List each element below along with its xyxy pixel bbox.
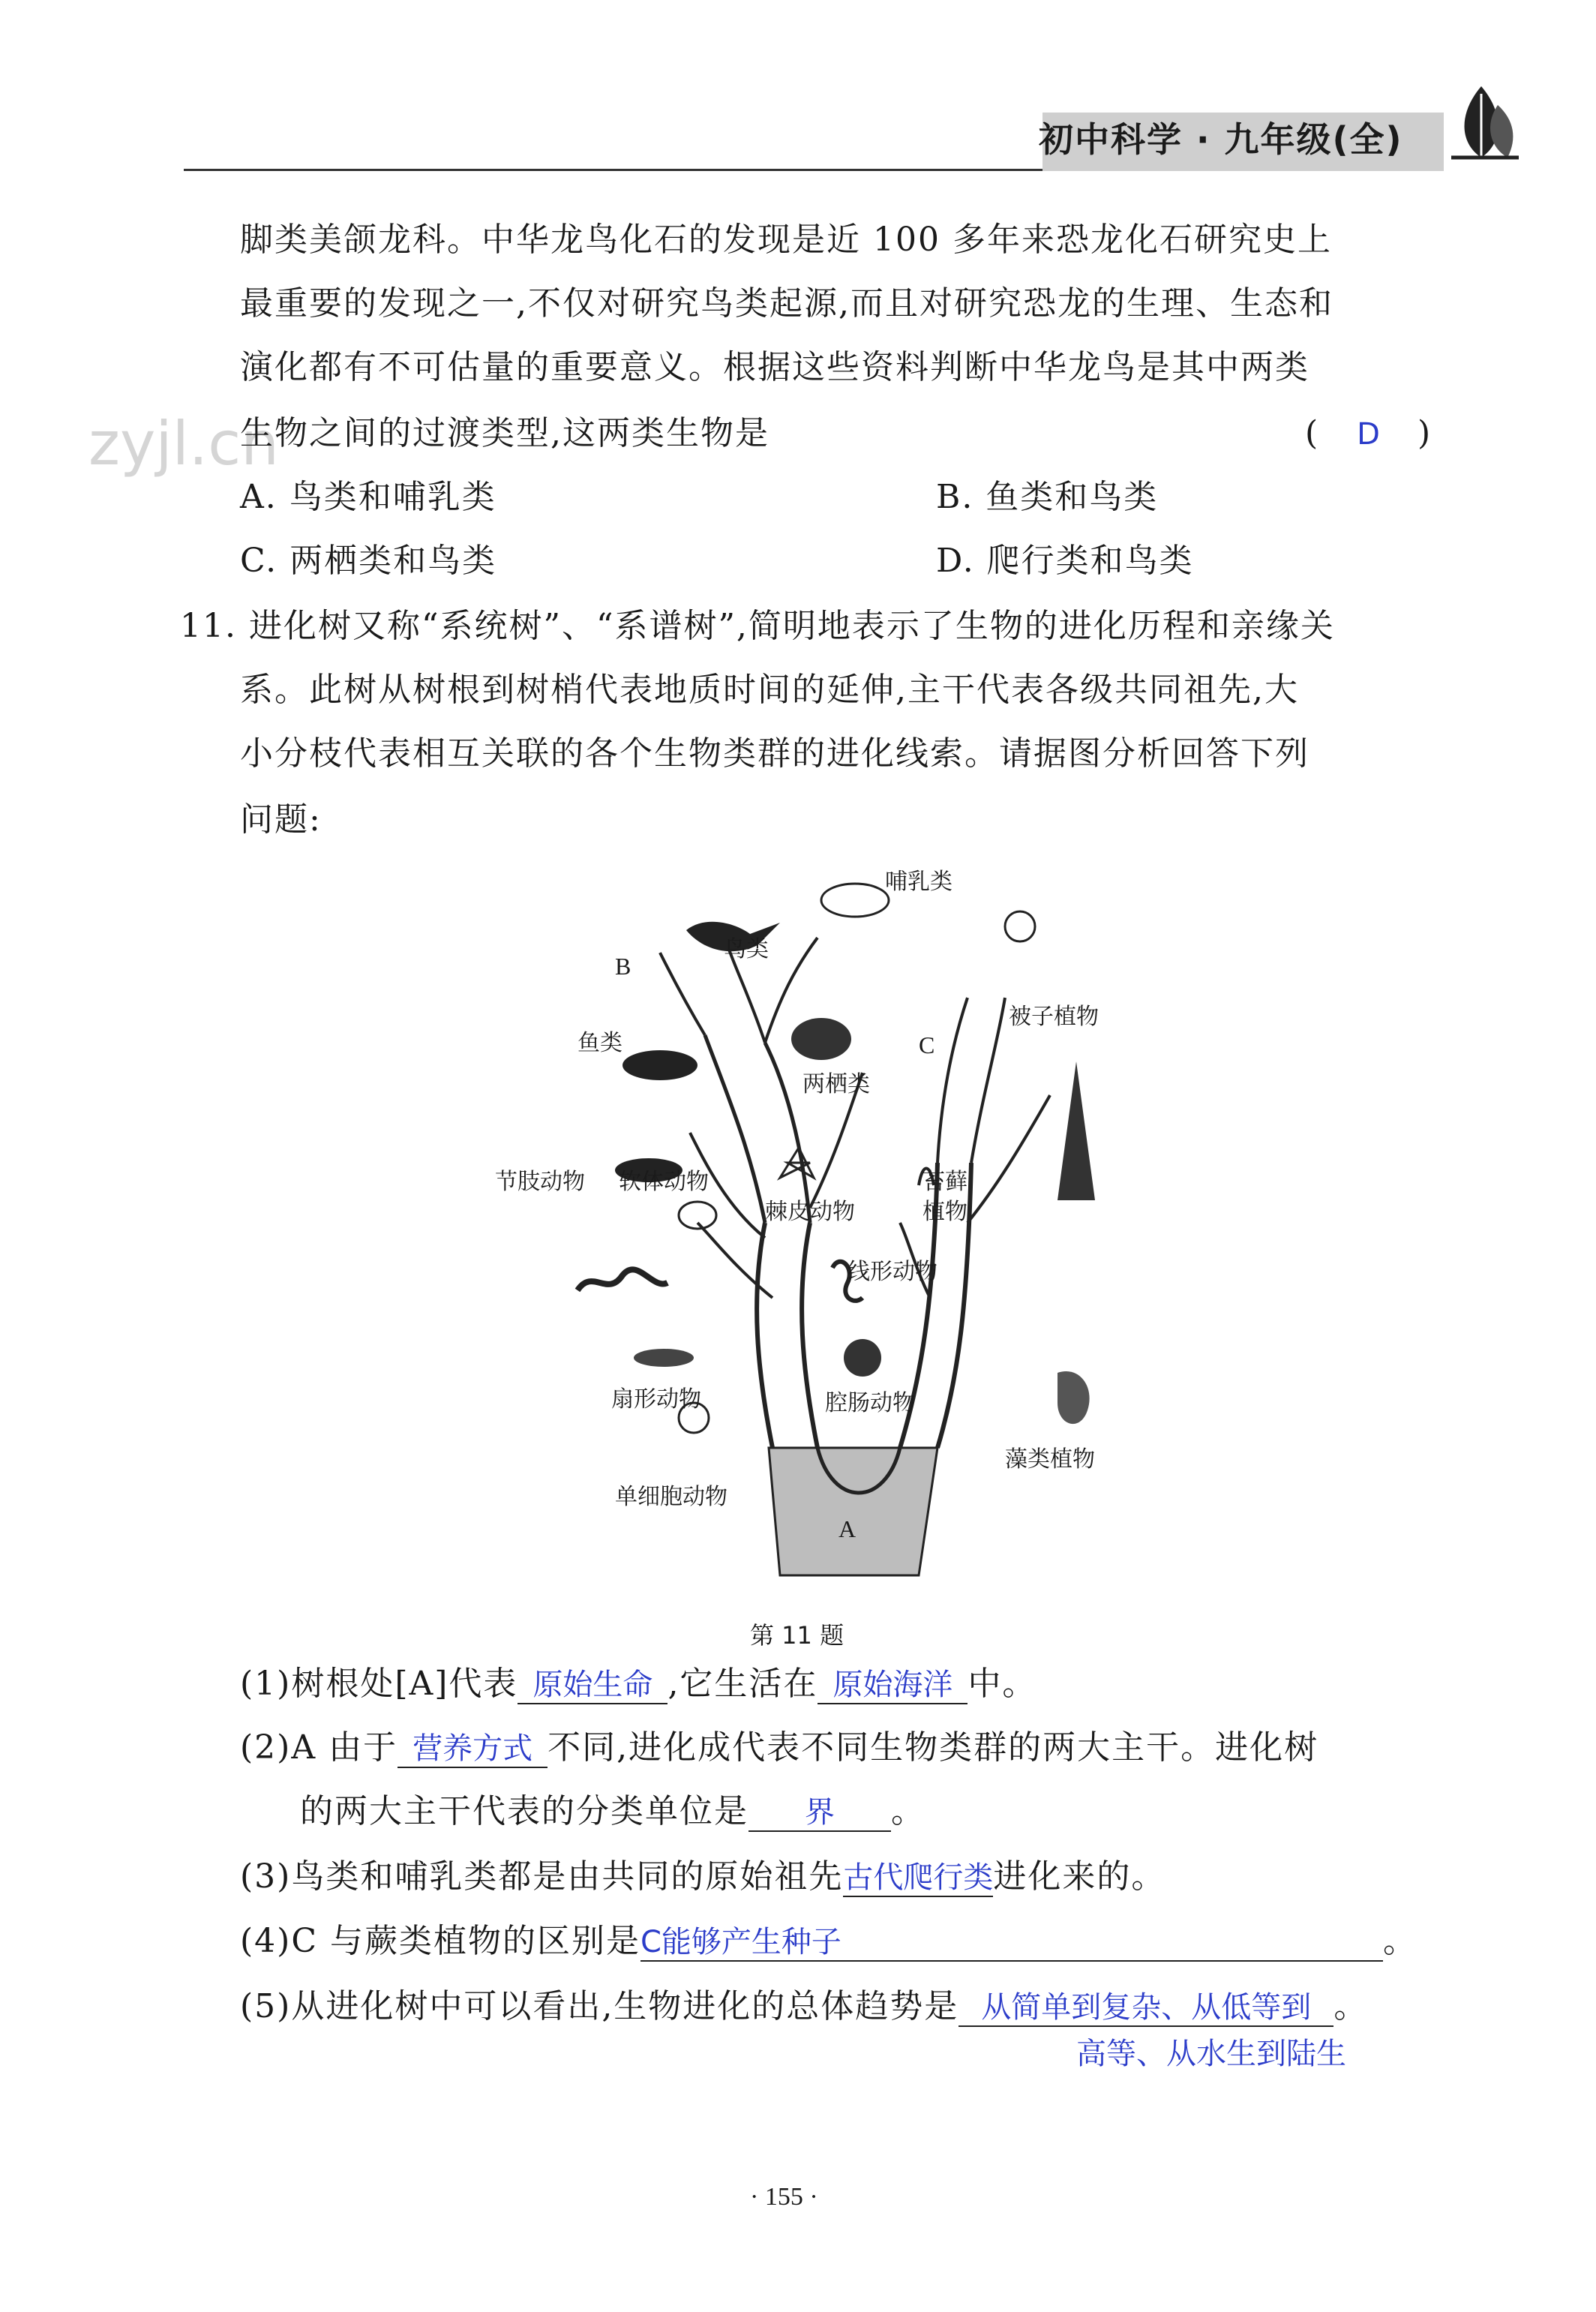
q11-line-2: 系。此树从树根到树梢代表地质时间的延伸,主干代表各级共同祖先,大	[240, 671, 1299, 709]
fish-icon	[622, 1050, 698, 1080]
label-echinoderm: 棘皮动物	[765, 1199, 855, 1225]
sub5-answer-1: 从简单到复杂、从低等到	[981, 1990, 1312, 2025]
leaf-logo-icon	[1451, 83, 1519, 165]
frog-icon	[791, 1018, 851, 1060]
sub2b-answer: 界	[805, 1795, 835, 1830]
label-protozoa: 单细胞动物	[615, 1484, 728, 1510]
label-fish: 鱼类	[578, 1030, 622, 1056]
q10-line-3: 演化都有不可估量的重要意义。根据这些资料判断中华龙鸟是其中两类	[240, 348, 1310, 386]
worm-icon	[578, 1269, 668, 1290]
fern-icon	[1058, 1061, 1095, 1200]
paren-open: (	[1305, 414, 1320, 452]
label-mollusk: 软体动物	[619, 1169, 709, 1195]
paren-close: )	[1417, 414, 1432, 452]
sub2-text-a: (2)A 由于	[240, 1728, 398, 1767]
sub1-text-c: 中。	[968, 1665, 1037, 1703]
sub3-answer: 古代爬行类	[843, 1860, 994, 1895]
sub4-answer: C能够产生种子	[640, 1925, 842, 1959]
label-A: A	[838, 1515, 856, 1542]
sub2-text-b: 不同,进化成代表不同生物类群的两大主干。进化树	[548, 1728, 1319, 1767]
q11-sub-1	[240, 1662, 1036, 1707]
q10-answer: D	[1357, 417, 1380, 452]
sub1-text-a: (1)树根处[A]代表	[240, 1665, 518, 1703]
q10-line-2: 最重要的发现之一,不仅对研究鸟类起源,而且对研究恐龙的生理、生态和	[240, 284, 1334, 323]
sub5-text-a: (5)从进化树中可以看出,生物进化的总体趋势是	[240, 1987, 959, 2025]
header-title: 初中科学 · 九年级(全)	[1039, 119, 1403, 160]
sub1-text-b: ,它生活在	[668, 1665, 818, 1703]
label-C: C	[919, 1031, 935, 1058]
sub2-answer: 营养方式	[412, 1731, 533, 1766]
sub4-text-b: 。	[1382, 1922, 1418, 1960]
q10-option-b: B. 鱼类和鸟类	[936, 478, 1159, 516]
flower-icon	[1005, 911, 1035, 941]
evolution-tree-figure	[480, 848, 1170, 1583]
label-moss-line2: 植物	[922, 1199, 968, 1225]
sub1-answer-1: 原始生命	[532, 1668, 653, 1702]
q11-line-4: 问题:	[240, 800, 322, 839]
q11-sub-4	[240, 1919, 1418, 1964]
label-bird: 鸟类	[724, 936, 769, 962]
watermark: zyjl.cn	[88, 409, 279, 479]
coral-icon	[844, 1339, 881, 1377]
label-angiosperm: 被子植物	[1009, 1004, 1099, 1030]
q11-line-3: 小分枝代表相互关联的各个生物类群的进化线索。请据图分析回答下列	[240, 734, 1310, 773]
q10-answer-paren	[1305, 411, 1432, 457]
label-arthropod: 节肢动物	[495, 1169, 585, 1195]
label-moss-line1: 苔藓	[922, 1169, 968, 1195]
q10-line-1: 脚类美颌龙科。中华龙鸟化石的发现是近 100 多年来恐龙化石研究史上	[240, 221, 1332, 259]
figure-caption: 第 11 题	[750, 1621, 844, 1650]
label-flatworm: 扇形动物	[611, 1386, 701, 1413]
q10-option-a: A. 鸟类和哺乳类	[240, 478, 496, 516]
q10-line-4: 生物之间的过渡类型,这两类生物是	[240, 414, 770, 452]
q11-sub-2b	[300, 1789, 926, 1834]
label-coelenterate: 腔肠动物	[825, 1390, 915, 1416]
label-mammal: 哺乳类	[885, 869, 952, 895]
starfish-icon	[780, 1148, 814, 1178]
label-nematode: 线形动物	[848, 1259, 938, 1285]
sub3-text-a: (3)鸟类和哺乳类都是由共同的原始祖先	[240, 1857, 844, 1896]
sub1-answer-2: 原始海洋	[832, 1668, 953, 1702]
q11-sub-3	[240, 1854, 1166, 1899]
label-amphibian: 两栖类	[802, 1071, 870, 1097]
q11-sub-5	[240, 1984, 1368, 2029]
sub4-text-a: (4)C 与蕨类植物的区别是	[240, 1922, 640, 1960]
sub2b-text-a: 的两大主干代表的分类单位是	[300, 1792, 748, 1830]
rabbit-icon	[821, 884, 889, 917]
q10-option-d: D. 爬行类和鸟类	[936, 542, 1194, 580]
flatworm-icon	[634, 1349, 694, 1367]
q11-sub-2	[240, 1725, 1318, 1770]
sub5-text-b: 。	[1334, 1987, 1369, 2025]
q11-line-1: 11. 进化树又称“系统树”、“系谱树”,简明地表示了生物的进化历程和亲缘关	[180, 607, 1335, 645]
sub2b-text-b: 。	[891, 1792, 926, 1830]
sub5-answer-2: 高等、从水生到陆生	[1076, 2037, 1346, 2071]
page-number: · 155 ·	[750, 2183, 818, 2211]
label-B: B	[615, 953, 632, 980]
q10-option-c: C. 两栖类和鸟类	[240, 542, 497, 580]
algae-icon	[1058, 1371, 1090, 1424]
label-algae: 藻类植物	[1005, 1446, 1095, 1473]
sub3-text-b: 进化来的。	[993, 1857, 1166, 1896]
